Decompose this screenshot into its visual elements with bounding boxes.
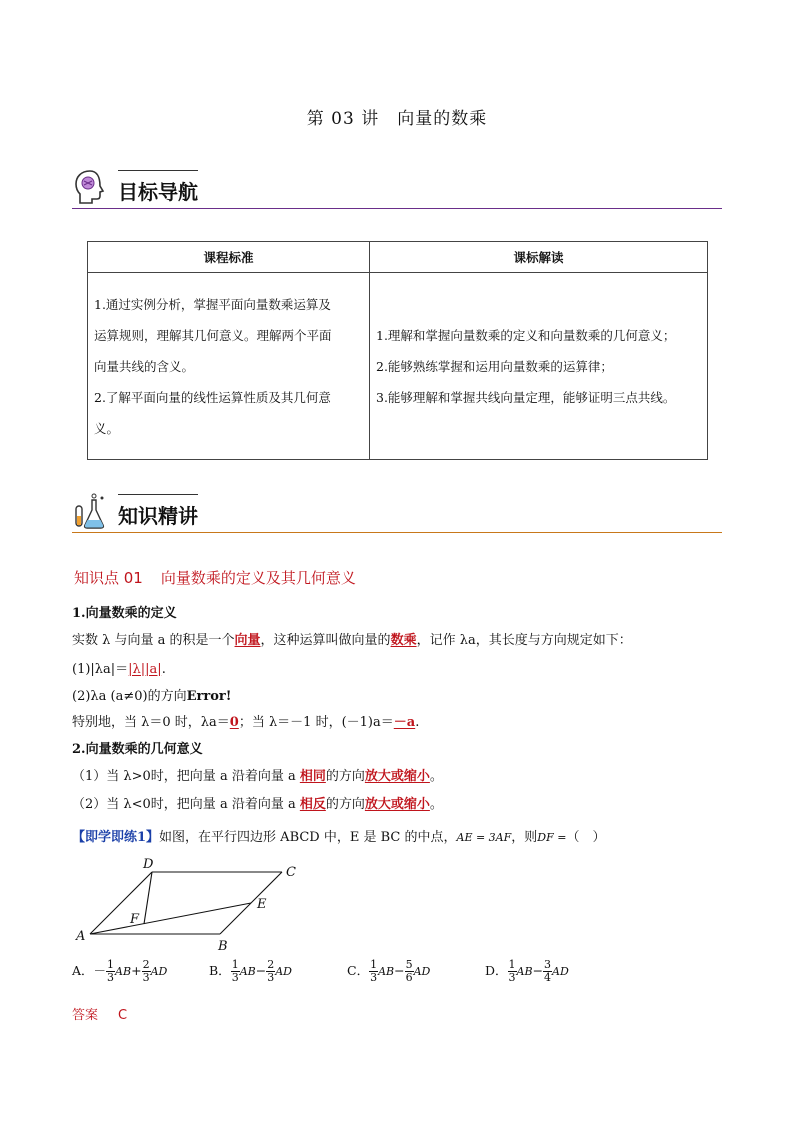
kp-number: 知识点 01	[74, 569, 143, 587]
numerator: 5	[405, 958, 413, 971]
text: .	[161, 662, 166, 677]
exercise-question	[72, 826, 605, 845]
interpretation-cell	[370, 273, 708, 460]
definition-line-4	[72, 711, 419, 730]
option-b[interactable]	[209, 959, 292, 984]
denominator: 3	[231, 971, 239, 984]
text: （ ）	[566, 830, 606, 845]
denominator: 4	[544, 971, 552, 984]
table-row	[88, 273, 708, 460]
text: 实数 λ 与向量 a 的积是一个	[72, 633, 235, 648]
fill-blank: 数乘	[390, 633, 417, 648]
vector-target: DF =	[537, 831, 567, 844]
standards-cell	[88, 273, 370, 460]
header-top-rule	[118, 494, 198, 495]
text: 如图，在平行四边形 ABCD 中，E 是 BC 的中点，	[159, 830, 457, 845]
section-title: 知识精讲	[118, 504, 198, 528]
label-a: A	[76, 929, 86, 944]
denominator: 3	[107, 971, 115, 984]
vector: AB	[378, 965, 395, 978]
text: ，这种运算叫做向量的	[260, 633, 391, 648]
answer-line	[72, 1004, 127, 1023]
section-header-goals	[72, 166, 722, 214]
cell-line: 1.理解和掌握向量数乘的定义和向量数乘的几何意义；	[376, 327, 676, 343]
lab-flask-icon	[72, 492, 108, 530]
numerator: 1	[107, 958, 115, 971]
fill-blank: 0	[229, 715, 239, 730]
table-header-row	[88, 242, 708, 273]
text: (1)|λa|＝	[72, 662, 129, 677]
section-header-knowledge	[72, 490, 722, 538]
table-header-cell: 课标解读	[370, 242, 708, 273]
fill-blank: 放大或缩小	[364, 797, 430, 812]
operator: −	[394, 963, 405, 978]
kp-title: 向量数乘的定义及其几何意义	[160, 569, 356, 587]
numerator: 3	[544, 958, 552, 971]
vector: AD	[275, 965, 292, 978]
text: （1）当 λ>0时，把向量 a 沿着向量 a	[72, 769, 300, 784]
definition-line-2	[72, 658, 166, 677]
vector: AB	[516, 965, 533, 978]
denominator: 6	[405, 971, 413, 984]
cell-line: 运算规则，理解其几何意义。理解两个平面	[94, 327, 332, 343]
numerator: 2	[142, 958, 150, 971]
option-letter: C．	[347, 963, 370, 978]
operator: −	[255, 963, 267, 978]
option-letter: B．	[209, 963, 231, 978]
vector: AB	[239, 965, 256, 978]
vector-condition: AE = 3AF	[456, 831, 512, 844]
answer-label: 答案	[72, 1008, 99, 1023]
answer-options	[72, 959, 632, 993]
denominator: 3	[508, 971, 516, 984]
edge-da	[90, 872, 152, 934]
table-header-cell: 课程标准	[88, 242, 370, 273]
text: ，记作 λa，其长度与方向规定如下：	[416, 633, 632, 648]
text: （2）当 λ<0时，把向量 a 沿着向量 a	[72, 797, 300, 812]
text: 。	[429, 797, 443, 812]
header-bottom-rule	[72, 208, 722, 209]
knowledge-point-title	[74, 567, 356, 588]
header-bottom-rule	[72, 532, 722, 533]
error-text: Error!	[186, 689, 232, 704]
label-d: D	[143, 857, 154, 872]
vector: AB	[115, 965, 132, 978]
geometric-line-1	[72, 765, 443, 784]
fill-blank: 相同	[299, 769, 326, 784]
segment-ae	[90, 903, 251, 934]
operator: −	[532, 963, 544, 978]
label-c: C	[286, 865, 296, 880]
vector: AD	[413, 965, 431, 978]
answer-value: C	[118, 1008, 128, 1023]
fill-blank: 相反	[299, 797, 326, 812]
option-c[interactable]	[347, 959, 430, 984]
cell-line: 1.通过实例分析，掌握平面向量数乘运算及	[94, 296, 331, 312]
head-brain-icon	[72, 168, 108, 206]
fraction	[106, 959, 115, 984]
denominator: 3	[370, 971, 378, 984]
definition-line-3	[72, 685, 231, 704]
definition-line-1	[72, 629, 632, 648]
fill-blank: 放大或缩小	[364, 769, 430, 784]
text: .	[415, 715, 420, 730]
parallelogram-figure	[72, 852, 312, 952]
geometric-line-2	[72, 793, 443, 812]
exercise-tag: 【即学即练1】	[72, 830, 160, 845]
fill-blank: 向量	[234, 633, 261, 648]
numerator: 1	[231, 958, 239, 971]
fraction	[405, 959, 414, 984]
vector: AD	[552, 965, 569, 978]
numerator: 1	[508, 958, 516, 971]
header-top-rule	[118, 170, 198, 171]
numerator: 2	[267, 958, 275, 971]
text: 特别地，当 λ＝0 时，λa＝	[72, 715, 230, 730]
cell-line: 2.能够熟练掌握和运用向量数乘的运算律；	[376, 358, 613, 374]
denominator: 3	[142, 971, 150, 984]
fill-blank: －a	[393, 715, 416, 730]
fraction	[369, 959, 378, 984]
cell-line: 义。	[94, 420, 120, 436]
sign: －	[93, 963, 107, 978]
segment-df	[144, 872, 152, 924]
label-e: E	[257, 897, 267, 912]
fraction	[543, 959, 552, 984]
text: 的方向	[325, 769, 365, 784]
definition-heading: 1.向量数乘的定义	[72, 606, 177, 621]
option-a[interactable]	[72, 959, 167, 984]
fraction	[266, 959, 275, 984]
label-f: F	[130, 912, 140, 927]
cell-line: 向量共线的含义。	[94, 358, 195, 374]
text: ，则	[511, 830, 538, 845]
cell-line: 2.了解平面向量的线性运算性质及其几何意	[94, 389, 331, 405]
vector: AD	[150, 965, 168, 978]
text: 的方向	[325, 797, 365, 812]
text: 。	[429, 769, 443, 784]
cell-line: 3.能够理解和掌握共线向量定理，能够证明三点共线。	[376, 389, 676, 405]
label-b: B	[218, 939, 228, 952]
option-d[interactable]	[485, 959, 569, 984]
numerator: 1	[370, 958, 378, 971]
fill-blank: |λ||a|	[128, 662, 162, 677]
fraction	[231, 959, 240, 984]
operator: +	[131, 963, 142, 978]
curriculum-table	[87, 241, 708, 460]
option-letter: D．	[485, 963, 508, 978]
text: ；当 λ＝－1 时，(－1)a＝	[238, 715, 394, 730]
denominator: 3	[267, 971, 275, 984]
text: (2)λa (a≠0)的方向	[72, 689, 187, 704]
option-letter: A．	[72, 963, 94, 978]
fraction	[508, 959, 517, 984]
section-title: 目标导航	[118, 180, 198, 204]
geometric-heading: 2.向量数乘的几何意义	[72, 742, 203, 757]
page-title: 第 03 讲 向量的数乘	[306, 109, 488, 129]
fraction	[142, 959, 151, 984]
